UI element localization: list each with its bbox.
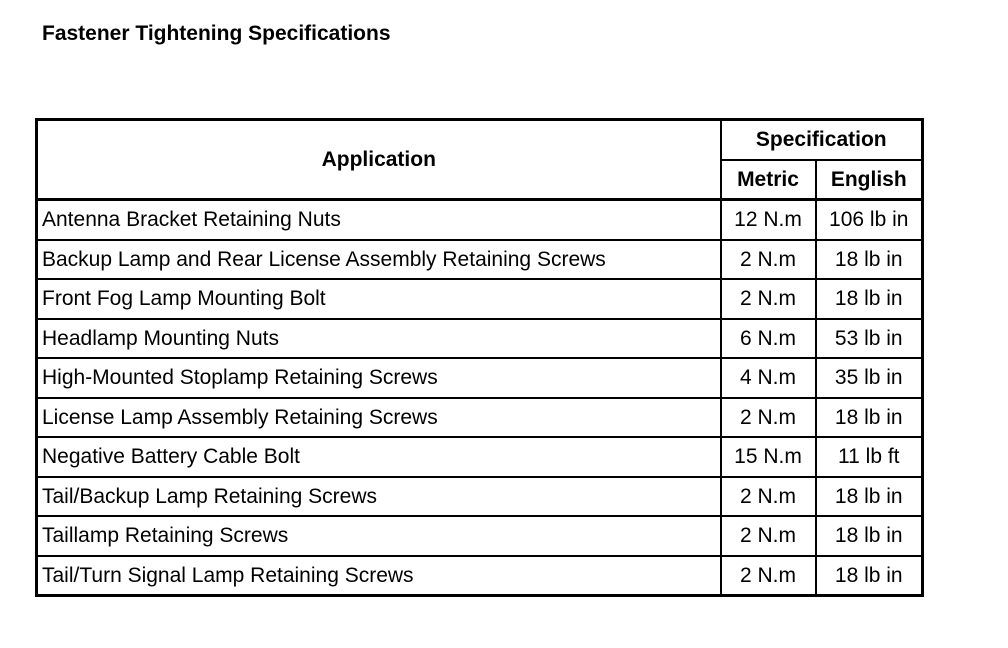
english-cell: 106 lb in [816,200,923,240]
header-metric: Metric [721,160,816,200]
table-body [37,200,923,596]
application-cell: Taillamp Retaining Screws [37,516,721,556]
header-specification: Specification [721,120,923,160]
metric-cell: 6 N.m [721,319,816,359]
english-cell: 53 lb in [816,319,923,359]
metric-cell: 2 N.m [721,279,816,319]
english-cell: 18 lb in [816,477,923,517]
metric-cell: 2 N.m [721,240,816,280]
english-cell: 18 lb in [816,279,923,319]
table-row [37,398,923,438]
application-cell: Headlamp Mounting Nuts [37,319,721,359]
english-cell: 11 lb ft [816,437,923,477]
fastener-spec-table [35,118,924,597]
header-english: English [816,160,923,200]
table-row [37,358,923,398]
english-cell: 18 lb in [816,516,923,556]
application-cell: Tail/Backup Lamp Retaining Screws [37,477,721,517]
table-row [37,319,923,359]
header-row-top [37,120,923,160]
application-cell: Front Fog Lamp Mounting Bolt [37,279,721,319]
table-row [37,477,923,517]
header-application: Application [37,120,721,200]
metric-cell: 2 N.m [721,556,816,596]
english-cell: 18 lb in [816,398,923,438]
metric-cell: 2 N.m [721,398,816,438]
table-row [37,516,923,556]
application-cell: Negative Battery Cable Bolt [37,437,721,477]
metric-cell: 15 N.m [721,437,816,477]
english-cell: 18 lb in [816,556,923,596]
table-header [37,120,923,200]
table-row [37,437,923,477]
table-row [37,279,923,319]
metric-cell: 2 N.m [721,516,816,556]
metric-cell: 12 N.m [721,200,816,240]
application-cell: Tail/Turn Signal Lamp Retaining Screws [37,556,721,596]
metric-cell: 2 N.m [721,477,816,517]
table-row [37,556,923,596]
application-cell: Antenna Bracket Retaining Nuts [37,200,721,240]
document-title: Fastener Tightening Specifications [42,22,391,45]
metric-cell: 4 N.m [721,358,816,398]
table-row [37,240,923,280]
application-cell: Backup Lamp and Rear License Assembly Retaining Screws [37,240,721,280]
table-row [37,200,923,240]
english-cell: 18 lb in [816,240,923,280]
application-cell: High-Mounted Stoplamp Retaining Screws [37,358,721,398]
application-cell: License Lamp Assembly Retaining Screws [37,398,721,438]
english-cell: 35 lb in [816,358,923,398]
